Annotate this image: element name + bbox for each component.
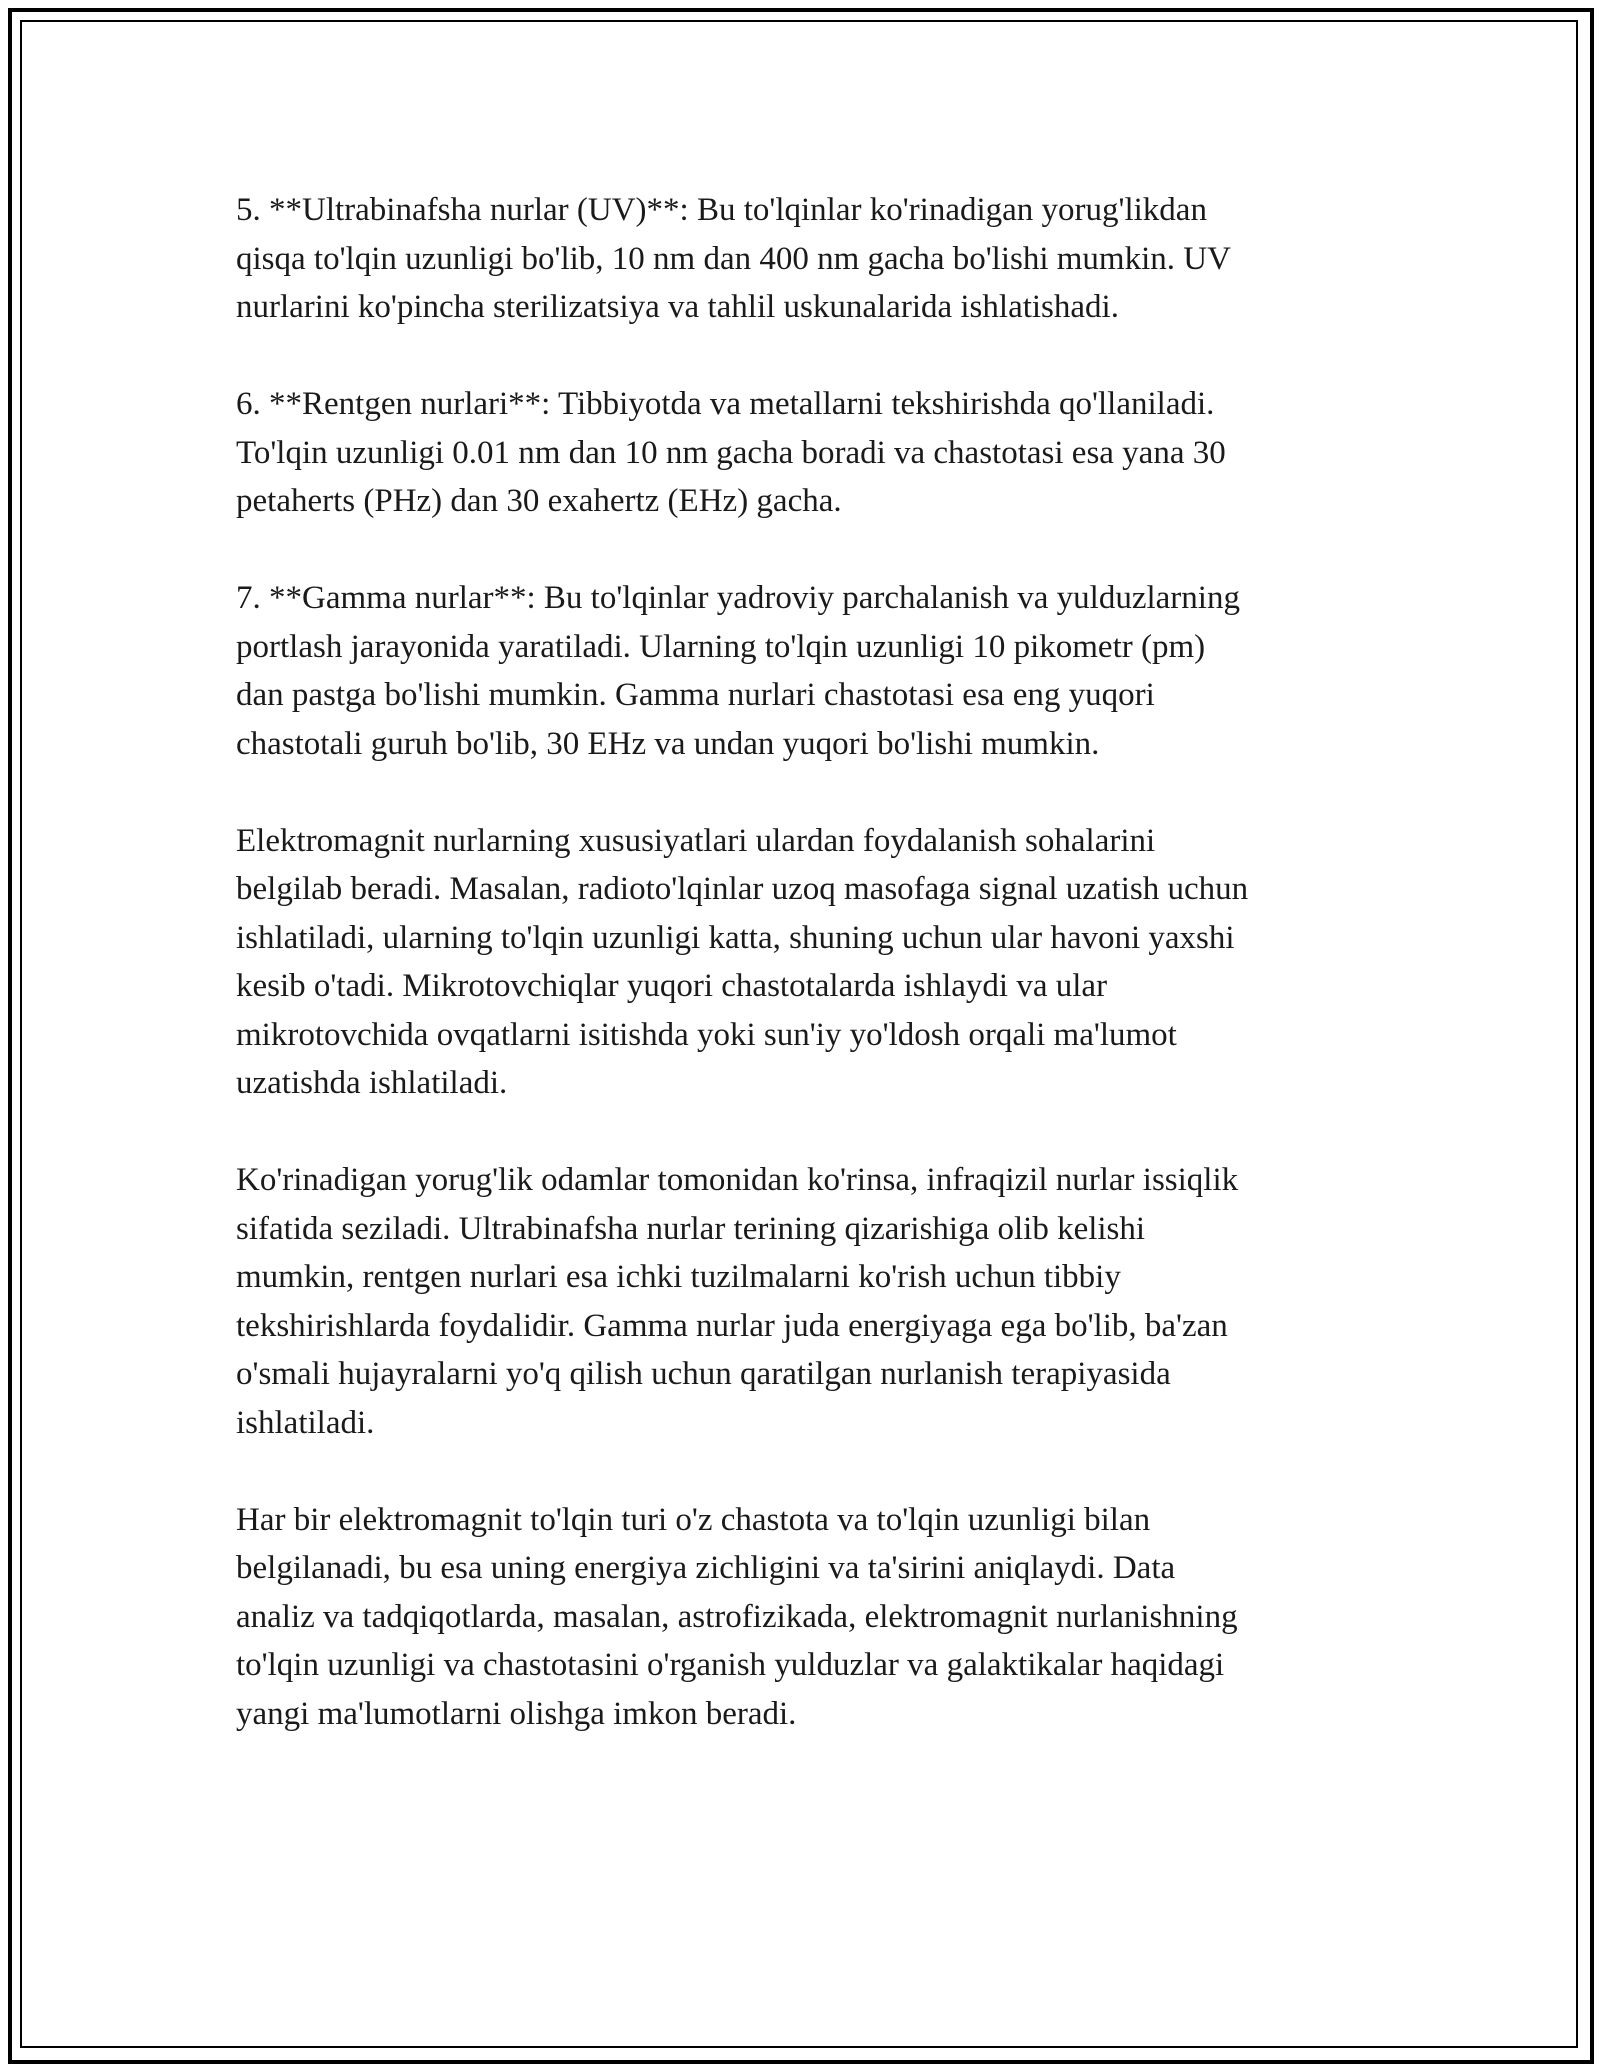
text-line: o'smali hujayralarni yo'q qilish uchun qaratilgan nurlanish terapiyasida [236,1356,1171,1392]
text-line: Har bir elektromagnit to'lqin turi o'z chastota va to'lqin uzunligi bilan [236,1501,1151,1538]
text-line: belgilab beradi. Masalan, radioto'lqinlar uzoq masofaga signal uzatish uchun [236,871,1249,907]
text-line: Elektromagnit nurlarning xususiyatlari ulardan foydalanish sohalarini [236,822,1156,859]
text-line: ishlatiladi, ularning to'lqin uzunligi katta, shuning uchun ular havoni yaxshi [236,919,1235,956]
text-line: petaherts (PHz) dan 30 exahertz (EHz) gacha. [236,483,842,519]
text-line: portlash jarayonida yaratiladi. Ularning to'lqin uzunligi 10 pikometr (pm) [236,628,1206,665]
text-line: tekshirishlarda foydalidir. Gamma nurlar juda energiyaga ega bo'lib, ba'zan [236,1307,1228,1344]
text-line: yangi ma'lumotlarni olishga imkon beradi. [236,1695,797,1732]
text-line: uzatishda ishlatiladi. [236,1065,508,1101]
text-line: sifatida seziladi. Ultrabinafsha nurlar terining qizarishiga olib kelishi [236,1210,1146,1247]
paragraph-perception [236,1156,1376,1447]
text-line: nurlarini ko'pincha sterilizatsiya va tahlil uskunalarida ishlatishadi. [236,289,1119,325]
text-line: ishlatiladi. [236,1404,375,1441]
text-line: kesib o'tadi. Mikrotovchiqlar yuqori chastotalarda ishlaydi va ular [236,968,1108,1004]
paragraph-xray [236,380,1376,526]
paragraph-uv [236,186,1376,332]
paragraph-properties [236,817,1376,1108]
text-line: dan pastga bo'lishi mumkin. Gamma nurlari chastotasi esa eng yuqori [236,677,1155,713]
text-line: belgilanadi, bu esa uning energiya zichligini va ta'sirini aniqlaydi. Data [236,1550,1176,1586]
text-line: mikrotovchida ovqatlarni isitishda yoki sun'iy yo'ldosh orqali ma'lumot [236,1016,1177,1053]
text-line: 7. **Gamma nurlar**: Bu to'lqinlar yadroviy parchalanish va yulduzlarning [236,580,1240,616]
paragraph-gamma [236,574,1376,768]
text-line: to'lqin uzunligi va chastotasini o'rganish yulduzlar va galaktikalar haqidagi [236,1647,1225,1683]
text-line: analiz va tadqiqotlarda, masalan, astrofizikada, elektromagnit nurlanishning [236,1598,1238,1635]
document-body [236,186,1376,1787]
text-line: 6. **Rentgen nurlari**: Tibbiyotda va metallarni tekshirishda qo'llaniladi. [236,386,1215,422]
text-line: mumkin, rentgen nurlari esa ichki tuzilmalarni ko'rish uchun tibbiy [236,1259,1121,1295]
text-line: Ko'rinadigan yorug'lik odamlar tomonidan ko'rinsa, infraqizil nurlar issiqlik [236,1162,1239,1198]
text-line: To'lqin uzunligi 0.01 nm dan 10 nm gacha boradi va chastotasi esa yana 30 [236,434,1226,471]
paragraph-conclusion [236,1496,1376,1739]
text-line: qisqa to'lqin uzunligi bo'lib, 10 nm dan 400 nm gacha bo'lishi mumkin. UV [236,240,1231,277]
text-line: 5. **Ultrabinafsha nurlar (UV)**: Bu to'lqinlar ko'rinadigan yorug'likdan [236,192,1207,228]
text-line: chastotali guruh bo'lib, 30 EHz va undan yuqori bo'lishi mumkin. [236,725,1100,762]
